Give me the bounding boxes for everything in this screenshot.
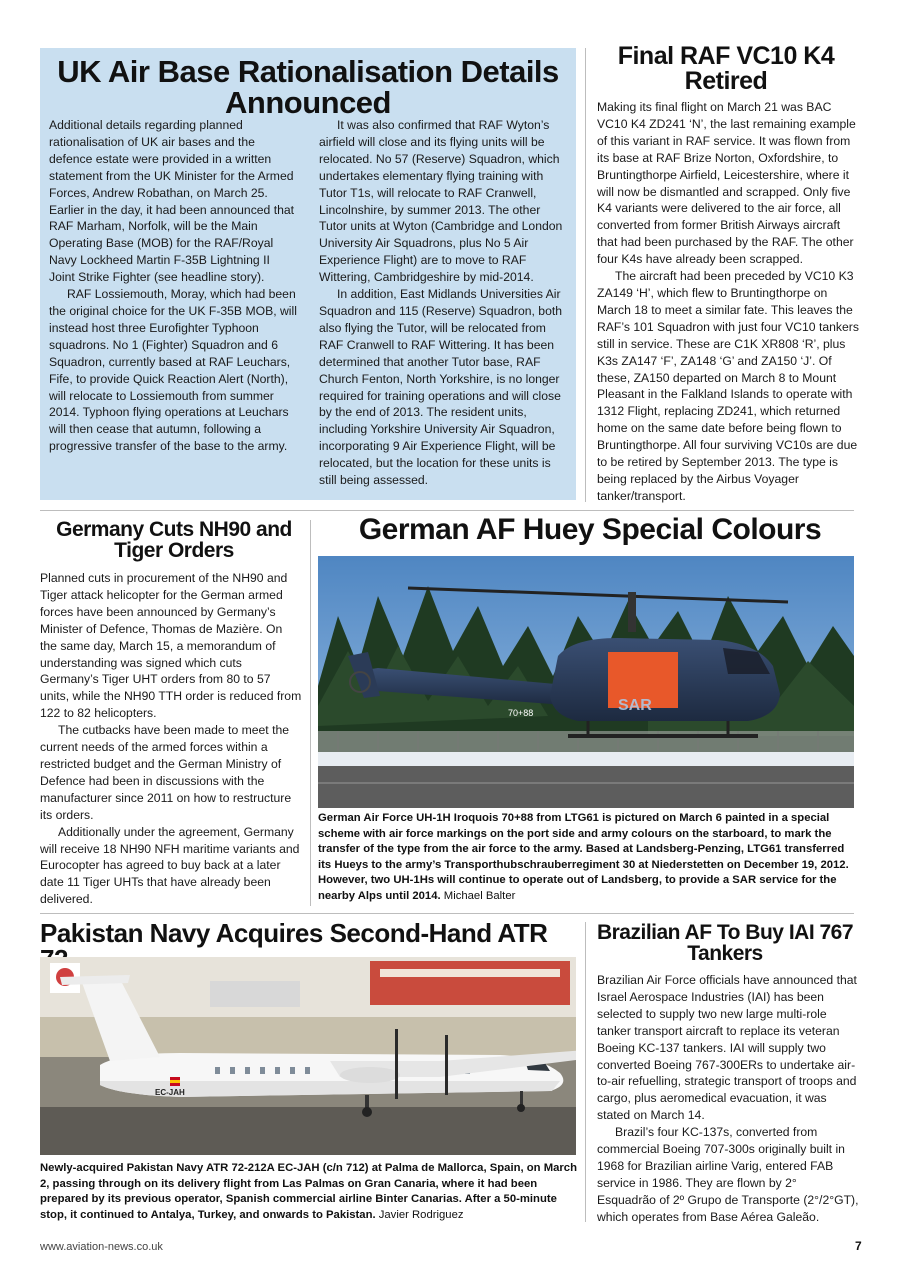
uk-paragraph: Additional details regarding planned rationalisation of UK air bases and the defence estate were provided in a written statement from the UK Minister for the Armed Forces, Andrew Robathan, on March 25. Earlier in the day, it had been announced that RAF Marham, Norfolk, will be the Main Operating Base (MOB) for the RAF/Royal Navy Lockheed Martin F-35B Lightning II Joint Strike Fighter (see headline story). (49, 118, 295, 285)
vc10-paragraph: The aircraft had been preceded by VC10 K3 ZA149 ‘H’, which flew to Bruntingthorpe on March 18 to meet a similar fate. This leaves the RAF’s 101 Squadron with just four VC10 tankers still in service. These are C1K XR808 ‘R’, plus K3s ZA147 ‘F’, ZA148 ‘G’ and ZA150 ‘J’. Of these, ZA150 departed on March 8 to Mount Pleasant in the Falkland Islands to operate with 1312 Flight, replacing ZD241, which returned home on the same date before being flown to Bruntingthorpe. All four surviving VC10s are due to be retired by September 2013. The type is being replaced by the Airbus Voyager tanker/transport. (597, 269, 859, 503)
huey-photo-sar-marking: SAR (618, 697, 652, 714)
huey-photo-serial: 70+88 (508, 708, 534, 718)
nh90-article-headline: Germany Cuts NH90 and Tiger Orders (56, 518, 292, 562)
atr-photo-registration: EC-JAH (155, 1088, 185, 1097)
kc-article-headline: Brazilian AF To Buy IAI 767 Tankers (596, 921, 854, 965)
footer-website-url: www.aviation-news.co.uk (40, 1241, 163, 1253)
vc10-article-body (597, 99, 859, 505)
atr-caption-text: Newly-acquired Pakistan Navy ATR 72-212A EC-JAH (c/n 712) at Palma de Mallorca, Spain, on March 2, passing through on its delivery flight from Las Palmas on Gran Canaria, where it had been prepared by its previous operator, Spanish commercial airline Binter Canarias. After a 50-minute stop, it continued to Antalya, Turkey, and onwards to Pakistan. (40, 1162, 577, 1221)
column-rule (585, 922, 586, 1222)
uk-article-column-1 (49, 117, 297, 455)
huey-caption-text: German Air Force UH-1H Iroquois 70+88 from LTG61 is pictured on March 6 painted in a special scheme with air force markings on the port side and army colours on the starboard, to mark the transfer of the type from the air force to the army. Based at Landsberg-Penzing, LTG61 transferred its Hueys to the army’s Transporthubschrauberregiment 30 at Niederstetten on December 19, 2012. However, two UH-1Hs will continue to operate out of Landsberg, to provide a SAR service for the nearby Alps until 2014. (318, 812, 849, 902)
atr-photo-caption (40, 1161, 580, 1223)
huey-helicopter-photo (318, 556, 854, 808)
kc-paragraph: Brazilian Air Force officials have announced that Israel Aerospace Industries (IAI) has been selected to supply two new large multi-role tanker transport aircraft to replace its veteran Boeing KC-137 tankers. IAI will supply two converted Boeing 767-300ERs to undertake air-to-air refuelling, strategic transport of troops and cargo, plus aeromedical evacuation, it was stated on March 14. (597, 973, 857, 1123)
section-rule (40, 913, 854, 914)
nh90-paragraph: The cutbacks have been made to meet the current needs of the armed forces within a restricted budget and the German Ministry of Defence had been in discussions with the manufacturer since 2011 on how to restructure its orders. (40, 723, 292, 822)
nh90-paragraph: Planned cuts in procurement of the NH90 and Tiger attack helicopter for the German armed forces have been announced by Germany’s Minister of Defence, Thomas de Mazière. On the same day, March 15, a memorandum of understanding was signed which cuts Germany’s Tiger UHT orders from 80 to 57 units, while the NH90 TTH order is reduced from 122 to 82 helicopters. (40, 571, 302, 721)
vc10-paragraph: Making its final flight on March 21 was BAC VC10 K4 ZD241 ‘N’, the last remaining example of this variant in RAF service. It was flown from its base at RAF Brize Norton, Oxfordshire, to Bruntingthorpe Airfield, Leicestershire, where it will now be dismantled and scrapped. Only five K4 variants were delivered to the air force, all converted from former British Airways aircraft that had been purchased by the RAF. The other four K4s have already been scrapped. (597, 100, 856, 267)
vc10-article-headline: Final RAF VC10 K4 Retired (617, 42, 835, 95)
uk-article-column-2 (319, 117, 569, 489)
uk-article-headline: UK Air Base Rationalisation Details Announced (57, 54, 559, 120)
huey-photo-illustration (318, 556, 854, 808)
uk-paragraph: It was also confirmed that RAF Wyton’s airfield will close and its flying units will be relocated. No 57 (Reserve) Squadron, which undertakes elementary flying training with Tutor T1s, will relocate to RAF Cranwell, Lincolnshire, by summer 2013. The other Tutor units at Wyton (Cambridge and London University Air Squadrons, plus No 5 Air Experience Flight) are to move to RAF Wittering, Cambridgeshire by mid-2014. (319, 118, 563, 285)
nh90-paragraph: Additionally under the agreement, Germany will receive 18 NH90 NFH maritime variants and Eurocopter has agreed to buy back at a later date 11 Tiger UHTs that have already been delivered. (40, 824, 300, 907)
huey-photo-credit: Michael Balter (443, 889, 516, 902)
huey-photo-caption (318, 811, 856, 905)
uk-paragraph: RAF Lossiemouth, Moray, which had been the original choice for the UK F-35B MOB, will instead host three Eurofighter Typhoon squadrons. No 1 (Fighter) Squadron and 6 Squadron, currently based at RAF Leuchars, Fife, to provide Quick Reaction Alert (North), will relocate to Lossiemouth from summer 2014. Typhoon flying operations at Leuchars will then cease that autumn, following a progressive transfer of the base to the army. (49, 287, 297, 454)
section-rule (40, 510, 854, 511)
huey-article-headline: German AF Huey Special Colours (358, 513, 822, 546)
column-rule (310, 520, 311, 906)
atr-photo-credit: Javier Rodriguez (378, 1208, 464, 1221)
atr-photo-illustration (40, 957, 576, 1155)
nh90-article-body (40, 570, 302, 908)
atr-article-headline: Pakistan Navy Acquires Second-Hand ATR (40, 918, 548, 948)
kc-paragraph: Brazil’s four KC-137s, converted from commercial Boeing 707-300s originally built in 1968 for Brazilian airline Varig, entered FAB service in 1986. They are flown by 2° Esquadrão of 2º Grupo de Transporte (2°/2°GT), which operates from Base Aérea Galeão. (597, 1125, 859, 1224)
kc-article-body (597, 972, 859, 1226)
page-number: 7 (855, 1239, 862, 1253)
atr-aircraft-photo (40, 957, 576, 1155)
column-rule (585, 48, 586, 502)
uk-paragraph: In addition, East Midlands Universities Air Squadron and 115 (Reserve) Squadron, both also flying the Tutor, will be relocated from RAF Cranwell to RAF Wittering. It has been determined that another Tutor base, RAF Church Fenton, North Yorkshire, is no longer required for training operations and will close by the end of 2013. The resident units, including Yorkshire University Air Squadron, incorporating 9 Air Experience Flight, will be relocated, but the location for these units is still being assessed. (319, 287, 563, 488)
